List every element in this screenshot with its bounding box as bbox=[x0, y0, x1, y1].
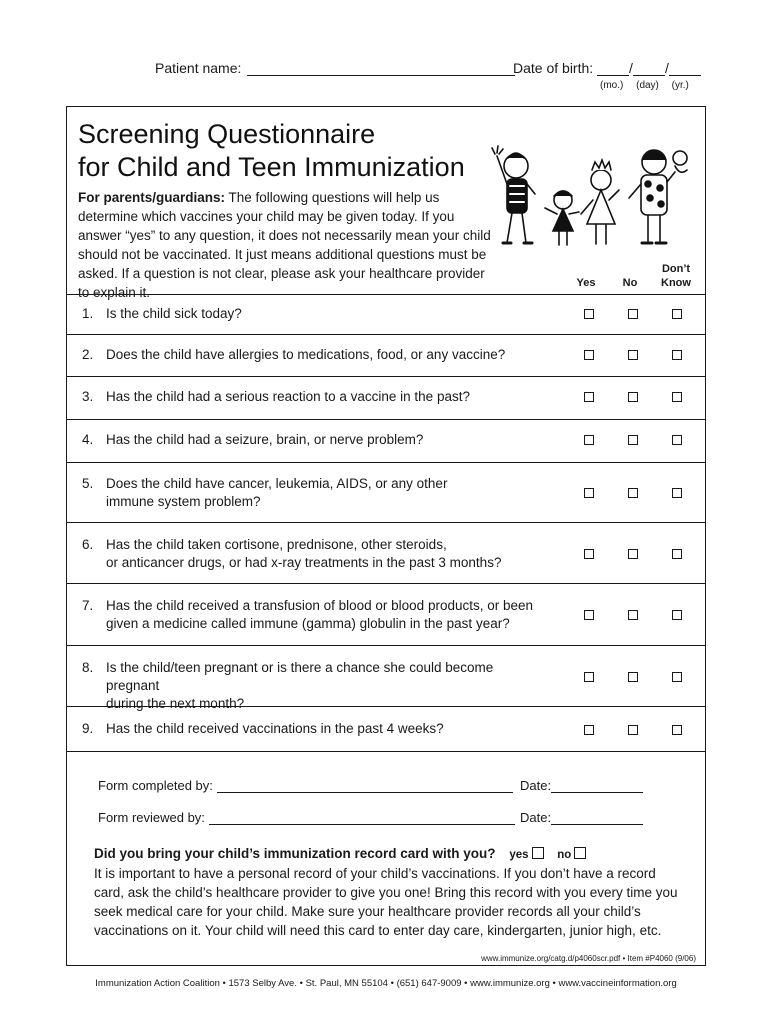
dont-know-checkbox[interactable] bbox=[672, 725, 682, 735]
question-text bbox=[106, 305, 546, 323]
question-row bbox=[66, 334, 706, 376]
record-card-question-text: Did you bring your child’s immunization record card with you? bbox=[94, 846, 496, 861]
question-number: 4. bbox=[82, 432, 94, 447]
date-label: Date: bbox=[520, 810, 552, 825]
question-row bbox=[66, 522, 706, 583]
record-yes-checkbox[interactable] bbox=[532, 847, 544, 859]
no-checkbox[interactable] bbox=[628, 610, 638, 620]
reviewed-date-line[interactable] bbox=[551, 812, 643, 825]
intro-lead: For parents/guardians: bbox=[78, 190, 226, 205]
form-completed-by-field[interactable] bbox=[98, 778, 513, 793]
yes-checkbox[interactable] bbox=[584, 350, 594, 360]
yes-checkbox[interactable] bbox=[584, 488, 594, 498]
question-line-2: during the next month? bbox=[106, 696, 245, 711]
dont-know-checkbox[interactable] bbox=[672, 488, 682, 498]
question-text bbox=[106, 659, 546, 713]
form-completed-by-line[interactable] bbox=[217, 780, 513, 793]
question-line-1: Has the child had a seizure, brain, or nerve problem? bbox=[106, 432, 424, 447]
question-text bbox=[106, 346, 546, 364]
question-number: 5. bbox=[82, 476, 94, 491]
question-line-1: Is the child sick today? bbox=[106, 306, 242, 321]
document-url-line: www.immunize.org/catg.d/p4060scr.pdf • Item #P4060 (9/06) bbox=[481, 954, 696, 963]
form-completed-by-label: Form completed by: bbox=[98, 778, 213, 793]
question-row bbox=[66, 645, 706, 711]
question-row bbox=[66, 419, 706, 462]
yes-checkbox[interactable] bbox=[584, 672, 594, 682]
question-row bbox=[66, 294, 706, 334]
column-header-no: No bbox=[622, 277, 638, 289]
title-line-1: Screening Questionnaire bbox=[78, 119, 376, 149]
question-text bbox=[106, 388, 546, 406]
form-reviewed-by-line[interactable] bbox=[209, 812, 515, 825]
record-yes-option[interactable] bbox=[509, 849, 543, 861]
record-no-label: no bbox=[557, 849, 572, 861]
question-number: 2. bbox=[82, 347, 94, 362]
dont-know-checkbox[interactable] bbox=[672, 392, 682, 402]
question-line-1: Does the child have cancer, leukemia, AIDS, or any other bbox=[106, 476, 448, 491]
patient-name-label: Patient name: bbox=[155, 60, 242, 76]
date-of-birth-field[interactable] bbox=[513, 60, 701, 76]
dont-know-checkbox[interactable] bbox=[672, 672, 682, 682]
dob-day-line[interactable] bbox=[633, 61, 665, 76]
question-number: 9. bbox=[82, 721, 94, 736]
form-reviewed-by-field[interactable] bbox=[98, 810, 515, 825]
question-line-1: Does the child have allergies to medications, food, or any vaccine? bbox=[106, 347, 506, 362]
question-number: 3. bbox=[82, 389, 94, 404]
question-text bbox=[106, 720, 546, 738]
dont-know-checkbox[interactable] bbox=[672, 435, 682, 445]
dob-year-line[interactable] bbox=[669, 61, 701, 76]
dob-month-line[interactable] bbox=[597, 61, 629, 76]
completed-date-field[interactable] bbox=[520, 778, 643, 793]
question-line-1: Has the child taken cortisone, prednisone, other steroids, bbox=[106, 537, 447, 552]
children-illustration bbox=[490, 136, 700, 254]
dont-know-checkbox[interactable] bbox=[672, 549, 682, 559]
yes-checkbox[interactable] bbox=[584, 610, 594, 620]
question-line-2: immune system problem? bbox=[106, 494, 261, 509]
dob-label: Date of birth: bbox=[513, 60, 594, 76]
record-no-checkbox[interactable] bbox=[574, 847, 586, 859]
intro-paragraph bbox=[78, 188, 496, 302]
question-number: 8. bbox=[82, 660, 94, 675]
completed-date-line[interactable] bbox=[551, 780, 643, 793]
reviewed-date-field[interactable] bbox=[520, 810, 643, 825]
dob-separator: / bbox=[664, 60, 669, 76]
yes-checkbox[interactable] bbox=[584, 309, 594, 319]
dob-sublabels: (mo.) (day) (yr.) bbox=[600, 80, 689, 91]
yes-checkbox[interactable] bbox=[584, 549, 594, 559]
record-card-explanation: It is important to have a personal record of your child’s vaccinations. If you don’t have a record card, ask the child’s healthcare provider to give you one! Bring this record with you every time you seek medical care for your child. Make sure your healthcare provider records all your child’s vaccinations on it. Your child will need this card to enter day care, kindergarten, junior high, etc. bbox=[94, 866, 678, 938]
dont-know-line-1: Don’t bbox=[661, 263, 691, 275]
question-row bbox=[66, 462, 706, 522]
question-text bbox=[106, 475, 546, 511]
dob-separator: / bbox=[629, 60, 633, 76]
patient-name-field[interactable] bbox=[155, 60, 523, 76]
question-line-2: or anticancer drugs, or had x-ray treatments in the past 3 months? bbox=[106, 555, 502, 570]
question-row bbox=[66, 583, 706, 645]
yes-checkbox[interactable] bbox=[584, 435, 594, 445]
dont-know-checkbox[interactable] bbox=[672, 309, 682, 319]
column-header-yes: Yes bbox=[576, 277, 596, 289]
record-no-option[interactable] bbox=[557, 849, 586, 861]
question-line-1: Has the child had a serious reaction to a vaccine in the past? bbox=[106, 389, 470, 404]
dont-know-line-2: Know bbox=[661, 277, 691, 289]
no-checkbox[interactable] bbox=[628, 725, 638, 735]
form-title bbox=[78, 118, 465, 184]
column-header-dont-know bbox=[652, 262, 700, 290]
no-checkbox[interactable] bbox=[628, 488, 638, 498]
no-checkbox[interactable] bbox=[628, 435, 638, 445]
question-number: 6. bbox=[82, 537, 94, 552]
question-number: 1. bbox=[82, 306, 94, 321]
question-text bbox=[106, 597, 546, 633]
question-line-1: Is the child/teen pregnant or is there a chance she could become pregnant bbox=[106, 660, 494, 693]
organization-footer: Immunization Action Coalition • 1573 Selby Ave. • St. Paul, MN 55104 • (651) 647-9009 • www.immunize.org • www.vaccineinformation.org bbox=[95, 978, 677, 989]
record-card-question bbox=[94, 846, 586, 861]
patient-name-line[interactable] bbox=[247, 61, 515, 76]
yes-checkbox[interactable] bbox=[584, 392, 594, 402]
date-label: Date: bbox=[520, 778, 552, 793]
dont-know-checkbox[interactable] bbox=[672, 350, 682, 360]
record-yes-label: yes bbox=[509, 849, 529, 861]
no-checkbox[interactable] bbox=[628, 309, 638, 319]
intro-text: The following questions will help us determine which vaccines your child may be given today. If you answer “yes” to any question, it does not necessarily mean your child should not be vaccinated. It just means additional questions must be asked. If a question is not clear, please ask your healthcare provider to explain it. bbox=[78, 190, 491, 300]
dont-know-checkbox[interactable] bbox=[672, 610, 682, 620]
title-line-2: for Child and Teen Immunization bbox=[78, 152, 465, 182]
question-number: 7. bbox=[82, 598, 94, 613]
no-checkbox[interactable] bbox=[628, 549, 638, 559]
form-reviewed-by-label: Form reviewed by: bbox=[98, 810, 205, 825]
question-row bbox=[66, 376, 706, 419]
question-text bbox=[106, 536, 546, 572]
yes-checkbox[interactable] bbox=[584, 725, 594, 735]
no-checkbox[interactable] bbox=[628, 392, 638, 402]
question-text bbox=[106, 431, 546, 449]
question-row bbox=[66, 706, 706, 752]
question-line-1: Has the child received vaccinations in the past 4 weeks? bbox=[106, 721, 444, 736]
question-line-1: Has the child received a transfusion of blood or blood products, or been bbox=[106, 598, 534, 613]
no-checkbox[interactable] bbox=[628, 672, 638, 682]
no-checkbox[interactable] bbox=[628, 350, 638, 360]
question-line-2: given a medicine called immune (gamma) globulin in the past year? bbox=[106, 616, 510, 631]
